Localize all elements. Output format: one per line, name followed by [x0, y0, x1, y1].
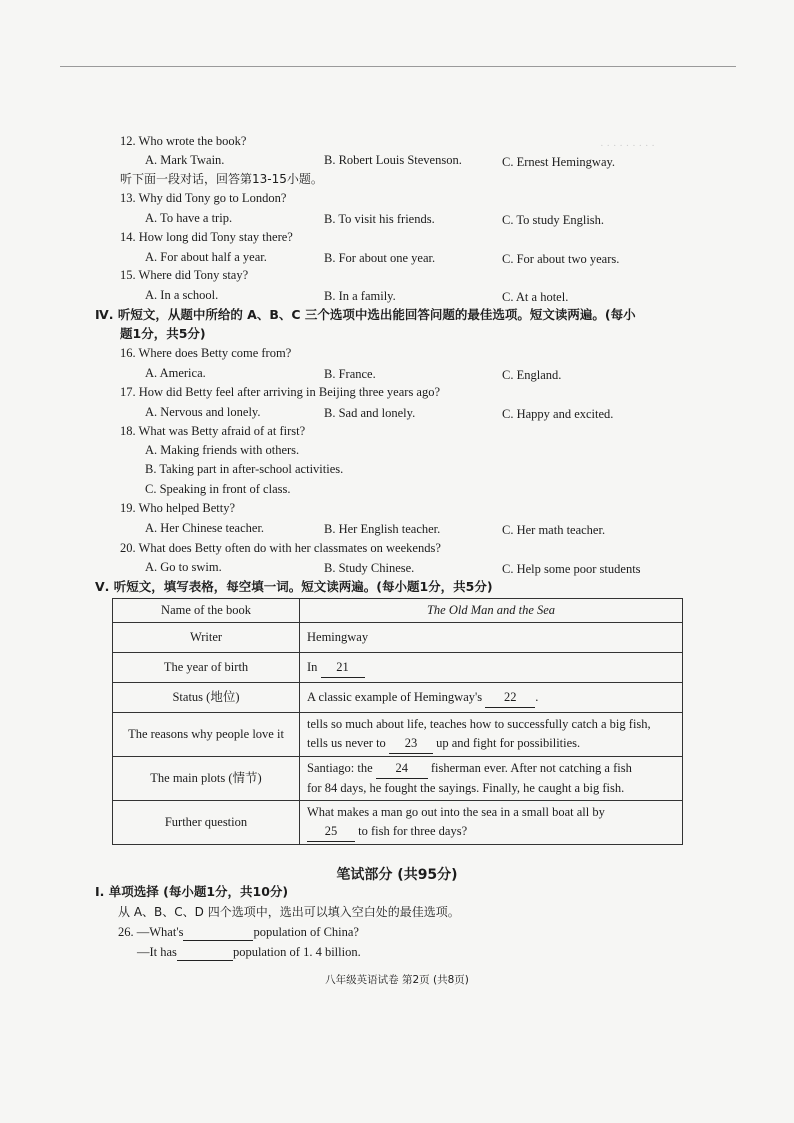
q16-option-c: C. England. [502, 368, 562, 382]
q13-stem: 13. Why did Tony go to London? [120, 191, 287, 205]
instruction-13-15: 听下面一段对话，回答第13-15小题。 [120, 172, 323, 186]
q19-option-c: C. Her math teacher. [502, 523, 606, 537]
table-value-status [300, 683, 683, 713]
q12-option-c: C. Ernest Hemingway. [502, 155, 616, 169]
q26-line2-suffix: population of 1. 4 billion. [232, 945, 361, 959]
blank-21: 21 [321, 658, 365, 678]
table-value-reasons [300, 713, 683, 757]
table-row [113, 599, 683, 623]
table-row [113, 801, 683, 845]
reasons-line2 [307, 734, 675, 754]
q14-option-b: B. For about one year. [324, 251, 436, 265]
plots-line2: for 84 days, he fought the sayings. Finally, he caught a big fish. [307, 781, 625, 795]
table-label-writer: Writer [113, 623, 300, 653]
blank-22: 22 [485, 688, 535, 708]
reasons-line1: tells so much about life, teaches how to successfully catch a big fish, [307, 717, 651, 731]
q26-line1 [118, 924, 359, 941]
q18-stem: 18. What was Betty afraid of at first? [120, 424, 306, 438]
q13-option-a: A. To have a trip. [145, 211, 233, 225]
q20-option-c: C. Help some poor students [502, 562, 641, 576]
q18-option-a: A. Making friends with others. [145, 443, 300, 457]
section-1-instruction: 从 A、B、C、D 四个选项中，选出可以填入空白处的最佳选项。 [118, 905, 460, 919]
q14-option-c: C. For about two years. [502, 252, 620, 266]
q18-option-c: C. Speaking in front of class. [145, 482, 291, 496]
q26-line2-prefix: —It has [137, 945, 177, 959]
section-4-heading-line1: Ⅳ. 听短文，从题中所给的 A、B、C 三个选项中选出能回答问题的最佳选项。短文读两遍。(每小 [95, 307, 636, 322]
plots-line1 [307, 759, 675, 779]
plots-suffix: fisherman ever. After not catching a fish [430, 761, 632, 775]
q12-option-b: B. Robert Louis Stevenson. [324, 153, 462, 167]
q15-option-a: A. In a school. [145, 288, 219, 302]
q13-option-c: C. To study English. [502, 213, 605, 227]
table-row [113, 653, 683, 683]
q17-option-a: A. Nervous and lonely. [145, 405, 261, 419]
q19-option-b: B. Her English teacher. [324, 522, 441, 536]
bleed-through-text: · · · · · · · · · [600, 140, 655, 152]
further-suffix: to fish for three days? [358, 824, 468, 838]
q20-option-b: B. Study Chinese. [324, 561, 415, 575]
table-value-main-plots [300, 757, 683, 801]
q16-option-a: A. America. [145, 366, 206, 380]
table-value-birth-year [300, 653, 683, 683]
section-5-heading: Ⅴ. 听短文，填写表格，每空填一词。短文读两遍。(每小题1分，共5分) [95, 579, 493, 594]
blank-24: 24 [376, 759, 428, 779]
table-label-main-plots: The main plots (情节) [113, 757, 300, 801]
q12-stem: 12. Who wrote the book? [120, 134, 247, 148]
reasons-prefix: tells us never to [307, 736, 386, 750]
page-top-rule [60, 66, 736, 67]
status-prefix: A classic example of Hemingway's [307, 689, 483, 704]
table-label-birth-year: The year of birth [113, 653, 300, 683]
table-value-further-question [300, 801, 683, 845]
q17-stem: 17. How did Betty feel after arriving in Beijing three years ago? [120, 385, 441, 399]
q26-line2 [137, 944, 361, 961]
q16-option-b: B. France. [324, 367, 376, 381]
blank-23: 23 [389, 734, 433, 754]
table-row [113, 683, 683, 713]
q12-option-a: A. Mark Twain. [145, 153, 225, 167]
q17-option-b: B. Sad and lonely. [324, 406, 416, 420]
q26-blank-1 [183, 924, 253, 941]
table-label-status: Status (地位) [113, 683, 300, 713]
q19-stem: 19. Who helped Betty? [120, 501, 236, 515]
q20-stem: 20. What does Betty often do with her classmates on weekends? [120, 541, 441, 555]
table-value-writer: Hemingway [300, 623, 683, 653]
q26-line1-suffix: population of China? [253, 925, 359, 939]
q15-stem: 15. Where did Tony stay? [120, 268, 249, 282]
q17-option-c: C. Happy and excited. [502, 407, 614, 421]
written-part-title: 笔试部分 (共95分) [336, 867, 458, 883]
table-label-reasons: The reasons why people love it [113, 713, 300, 757]
plots-prefix: Santiago: the [307, 761, 373, 775]
section-1-heading: Ⅰ. 单项选择 (每小题1分，共10分) [95, 884, 289, 899]
q26-line1-prefix: 26. —What's [118, 925, 184, 939]
table-value-book-name: The Old Man and the Sea [300, 599, 683, 623]
q18-option-b: B. Taking part in after-school activities. [145, 462, 344, 476]
q15-option-c: C. At a hotel. [502, 290, 569, 304]
further-line1: What makes a man go out into the sea in a small boat all by [307, 805, 605, 819]
listening-fill-table [112, 598, 683, 845]
table-label-further-question: Further question [113, 801, 300, 845]
q26-blank-2 [177, 944, 233, 961]
birth-year-prefix: In [307, 659, 318, 674]
q13-option-b: B. To visit his friends. [324, 212, 435, 226]
blank-25: 25 [307, 822, 355, 842]
status-suffix: . [535, 689, 539, 704]
table-row [113, 623, 683, 653]
q14-stem: 14. How long did Tony stay there? [120, 230, 293, 244]
table-label-book-name: Name of the book [113, 599, 300, 623]
q20-option-a: A. Go to swim. [145, 560, 222, 574]
q16-stem: 16. Where does Betty come from? [120, 346, 292, 360]
q19-option-a: A. Her Chinese teacher. [145, 521, 265, 535]
further-line2 [307, 822, 675, 842]
q15-option-b: B. In a family. [324, 289, 396, 303]
q14-option-a: A. For about half a year. [145, 250, 267, 264]
reasons-suffix: up and fight for possibilities. [436, 736, 581, 750]
table-row [113, 713, 683, 757]
table-row [113, 757, 683, 801]
section-4-heading-line2: 题1分，共5分) [120, 326, 206, 341]
page-footer: 八年级英语试卷 第2页 (共8页) [325, 974, 469, 986]
